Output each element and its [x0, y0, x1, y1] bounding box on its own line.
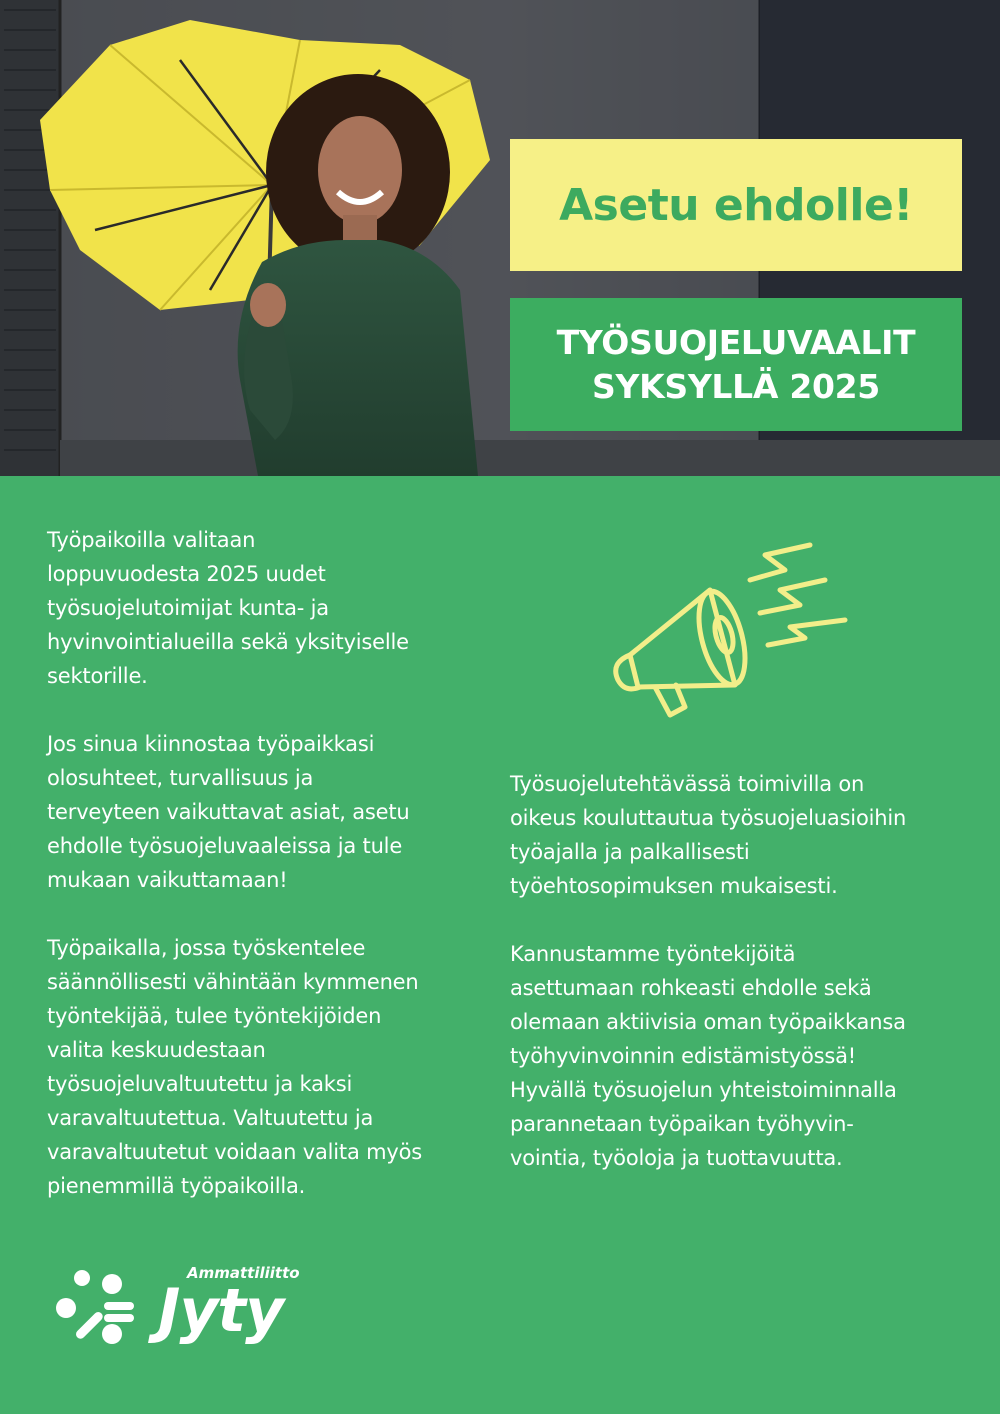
- text-line: terveyteen vaikuttavat asiat, asetu: [47, 800, 410, 824]
- text-line: Jos sinua kiinnostaa työpaikkasi: [47, 732, 375, 756]
- text-line: Työpaikalla, jossa työskentelee: [47, 936, 366, 960]
- headline-box: [510, 139, 962, 271]
- text-line: työhyvinvoinnin edistämistyössä!: [510, 1044, 857, 1068]
- text-line: loppuvuodesta 2025 uudet: [47, 562, 326, 586]
- text-line: työsuojelutoimijat kunta- ja: [47, 596, 329, 620]
- text-line: Työsuojelutehtävässä toimivilla on: [510, 772, 865, 796]
- text-line: sektorille.: [47, 664, 148, 688]
- text-line: olosuhteet, turvallisuus ja: [47, 766, 314, 790]
- text-line: vointia, työoloja ja tuottavuutta.: [510, 1146, 843, 1170]
- paragraph-5: [510, 937, 980, 1175]
- jyty-logo: [52, 1262, 312, 1352]
- right-column: [510, 767, 980, 1175]
- logo-big-text: Jyty: [158, 1276, 284, 1346]
- text-line: säännöllisesti vähintään kymmenen: [47, 970, 419, 994]
- text-line: työntekijää, tulee työntekijöiden: [47, 1004, 382, 1028]
- paragraph-3: [47, 931, 497, 1203]
- paragraph-2: [47, 727, 497, 897]
- text-line: pienemmillä työpaikoilla.: [47, 1174, 306, 1198]
- jyty-logo-mark-icon: [52, 1266, 152, 1346]
- paragraph-1: [47, 523, 497, 693]
- text-line: Kannustamme työntekijöitä: [510, 942, 796, 966]
- logo-small-text: Ammattiliitto: [187, 1264, 300, 1282]
- text-line: varavaltuutetut voidaan valita myös: [47, 1140, 422, 1164]
- text-line: hyvinvointialueilla sekä yksityiselle: [47, 630, 409, 654]
- text-line: työajalla ja palkallisesti: [510, 840, 750, 864]
- paragraph-4: [510, 767, 980, 903]
- text-line: mukaan vaikuttamaan!: [47, 868, 288, 892]
- left-column: [47, 523, 497, 1203]
- text-line: oikeus kouluttautua työsuojeluasioihin: [510, 806, 907, 830]
- megaphone-icon: [600, 535, 860, 735]
- text-line: asettumaan rohkeasti ehdolle sekä: [510, 976, 872, 1000]
- subheadline-box: [510, 298, 962, 431]
- text-line: ehdolle työsuojeluvaaleissa ja tule: [47, 834, 403, 858]
- text-line: varavaltuutettua. Valtuutettu ja: [47, 1106, 374, 1130]
- text-line: valita keskuudestaan: [47, 1038, 266, 1062]
- text-line: työehtosopimuksen mukaisesti.: [510, 874, 838, 898]
- text-line: parannetaan työpaikan työhyvin-: [510, 1112, 854, 1136]
- text-line: työsuojeluvaltuutettu ja kaksi: [47, 1072, 353, 1096]
- headline: Asetu ehdolle!: [559, 179, 913, 231]
- text-line: Hyvällä työsuojelun yhteistoiminnalla: [510, 1078, 897, 1102]
- text-line: Työpaikoilla valitaan: [47, 528, 256, 552]
- text-line: olemaan aktiivisia oman työpaikkansa: [510, 1010, 906, 1034]
- subheadline-line-1: TYÖSUOJELUVAALIT: [556, 322, 916, 362]
- subheadline-line-2: SYKSYLLÄ 2025: [592, 366, 880, 406]
